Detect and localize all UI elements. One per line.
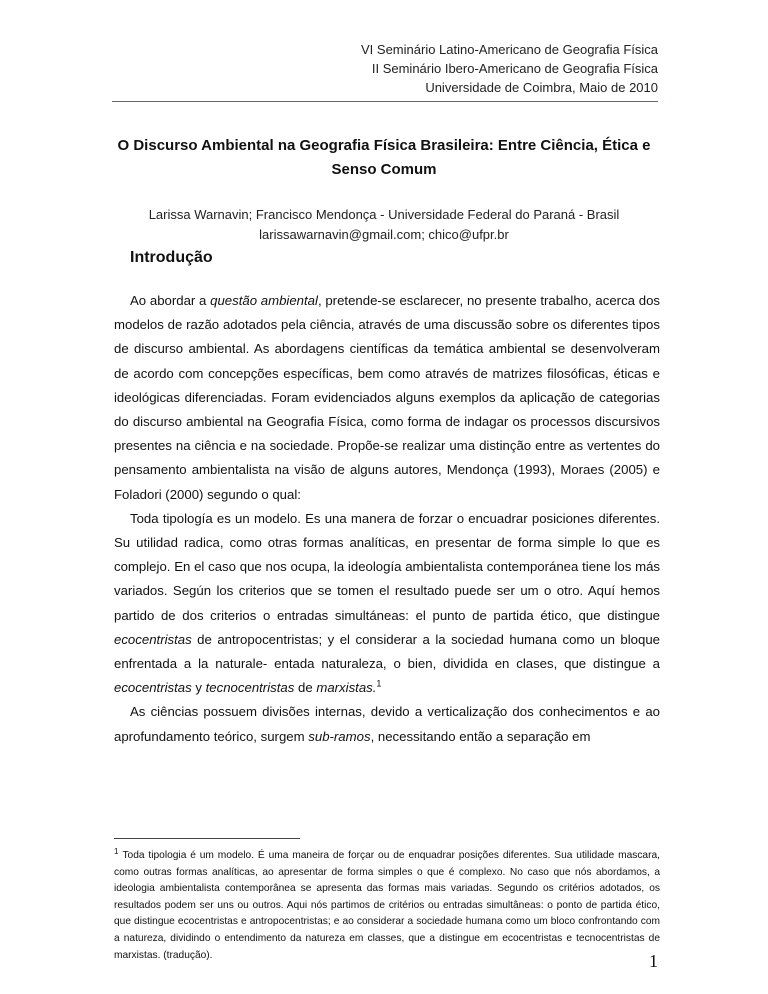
header-divider <box>112 101 658 102</box>
footnote-divider <box>114 838 300 839</box>
emphasis: sub-ramos <box>308 728 371 744</box>
text-run: , pretende-se esclarecer, no presente trabalho, acerca dos modelos de razão adotados pela ciência, através de uma discussão sobre os diferentes tipos de discurso ambiental. As abordagens científicas da temática ambiental se desenvolveram de acordo com concepções específicas, bem como através de matrizes filosóficas, éticas e ideológicas diferenciadas. Foram evidenciados alguns exemplos da aplicação de categorias do discurso ambiental na Geografia Física, como forma de indagar os processos discursivos presentes na ciência e na sociedade. Propõe-se realizar uma distinção entre as vertentes do pensamento ambientalista na visão de alguns autores, Mendonça (1993), Moraes (2005) e Foladori (2000) segundo o qual: <box>114 293 660 502</box>
footnote <box>114 848 660 964</box>
emphasis: questão ambiental <box>210 293 318 308</box>
emphasis: ecocentristas <box>114 631 192 647</box>
page-number: 1 <box>649 951 658 971</box>
text-run: de <box>294 680 317 696</box>
text-run: Toda tipología es un modelo. Es una manera de forzar o encuadrar posiciones diferentes. Su utilidad radica, como otras formas analíticas, en presentar de forma simple lo que es complejo. En el caso que nos ocupa, la ideología ambientalista contemporánea tiene los más variados. Según los criterios que se tomen el resultado puede ser um o otro. Aquí hemos partido de dos criterios o entradas simultáneas: el punto de partida ético, que distingue <box>114 510 660 623</box>
text-run: , necessitando então a separação em <box>370 728 591 744</box>
footnote-text: Toda tipologia é um modelo. É uma maneira de forçar ou de enquadrar posições diferentes. Sua utilidade mascara, como outras formas analíticas, ao apresentar de forma simples o que é complexo. No caso que nós abordamos, a ideologia ambientalista contemporânea se apresenta das formas mais variadas. Segundo os critérios adotados, os resultados podem ser uns ou outros. Aqui nós partimos de critérios ou entradas simultâneas: o ponto de partida ético, que distingue ecocentristas e antropocentristas; e ao considerar a sociedade humana como um bloco confrontando com a natureza, dividindo o entendimento da natureza em classes, que a distingue em ecocentristas e tecnocentristas de marxistas. (tradução). <box>114 850 660 961</box>
paragraph-sciences <box>114 700 660 748</box>
header-line-2: II Seminário Ibero-Americano de Geografia Física <box>371 61 658 76</box>
author-names: Larissa Warnavin; Francisco Mendonça - Universidade Federal do Paraná - Brasil <box>148 207 620 222</box>
author-emails: larissawarnavin@gmail.com; chico@ufpr.br <box>259 227 509 242</box>
emphasis: tecnocentristas <box>205 680 295 696</box>
footnote-number: 1 <box>114 846 119 856</box>
text-run: y <box>191 680 206 696</box>
paragraph-quote <box>114 507 660 701</box>
text-run: de antropocentristas <box>191 631 319 647</box>
emphasis: ecocentristas <box>114 680 192 696</box>
section-heading: Introdução <box>130 249 213 266</box>
running-header <box>138 40 658 97</box>
body-text <box>114 289 660 749</box>
footnote-marker[interactable]: 1 <box>376 678 382 689</box>
text-run: As ciências possuem divisões internas, devido a verticalização dos conhecimentos e ao aprofundamento teórico, surgem <box>114 704 660 744</box>
emphasis: marxistas. <box>316 680 377 696</box>
header-line-1: VI Seminário Latino-Americano de Geografia Física <box>361 42 658 57</box>
author-block <box>104 205 664 245</box>
header-line-3: Universidade de Coimbra, Maio de 2010 <box>425 80 658 95</box>
paragraph-intro <box>114 289 660 507</box>
text-run: ; y el considerar a la sociedad humana como un bloque enfrentada a la naturale- entada naturaleza, o bien, dividida en clases, que distingue a <box>114 631 660 672</box>
paper-title: O Discurso Ambiental na Geografia Física Brasileira: Entre Ciência, Ética e Senso Comum <box>117 137 651 178</box>
text-run: Ao abordar a <box>130 293 211 308</box>
